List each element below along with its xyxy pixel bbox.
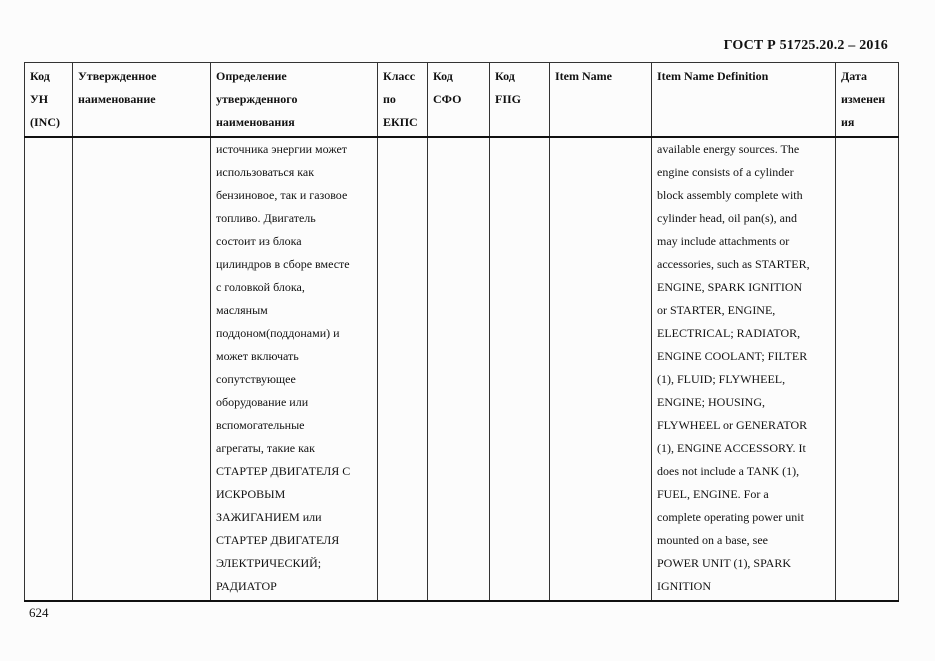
cell-fiig-code xyxy=(490,137,550,601)
document-title: ГОСТ Р 51725.20.2 – 2016 xyxy=(723,38,888,53)
header-row xyxy=(25,63,899,138)
cell-approved-name xyxy=(73,137,211,601)
table-row xyxy=(25,137,899,601)
cell-change-date xyxy=(836,137,899,601)
header-definition-ru: Определение утвержденного наименования xyxy=(211,63,378,138)
page-number: 624 xyxy=(29,605,49,620)
cell-item-name xyxy=(550,137,652,601)
cell-sfo-code xyxy=(428,137,490,601)
header-approved-name: Утвержденное наименование xyxy=(73,63,211,138)
header-sfo-code: Код СФО xyxy=(428,63,490,138)
catalog-table xyxy=(24,62,899,602)
header-item-name: Item Name xyxy=(550,63,652,138)
cell-inc-code xyxy=(25,137,73,601)
header-fiig-code: Код FIIG xyxy=(490,63,550,138)
header-inc-code: Код УН (INC) xyxy=(25,63,73,138)
header-ekps-class: Класс по ЕКПС xyxy=(378,63,428,138)
header-item-name-definition: Item Name Definition xyxy=(652,63,836,138)
header-change-date: Дата изменен ия xyxy=(836,63,899,138)
cell-definition-en: available energy sources. The engine consists of a cylinder block assembly complete with cylinder head, oil pan(s), and may include attachments or accessories, such as STARTER, ENGINE, SPARK IGNITION or STARTER, ENGINE, ELECTRICAL; RADIATOR, ENGINE COOLANT; FILTER (1), FLUID; FLYWHEEL, ENGINE; HOUSING, FLYWHEEL or GENERATOR (1), ENGINE ACCESSORY. It does not include a TANK (1), FUEL, ENGINE. For a complete operating power unit mounted on a base, see POWER UNIT (1), SPARK IGNITION xyxy=(652,137,836,601)
cell-ekps-class xyxy=(378,137,428,601)
cell-definition-ru: источника энергии может использоваться как бензиновое, так и газовое топливо. Двигатель состоит из блока цилиндров в сборе вместе с головкой блока, масляным поддоном(поддонами) и может включать сопутствующее оборудование или вспомогательные агрегаты, такие как СТАРТЕР ДВИГАТЕЛЯ С ИСКРОВЫМ ЗАЖИГАНИЕМ или СТАРТЕР ДВИГАТЕЛЯ ЭЛЕКТРИЧЕСКИЙ; РАДИАТОР xyxy=(211,137,378,601)
